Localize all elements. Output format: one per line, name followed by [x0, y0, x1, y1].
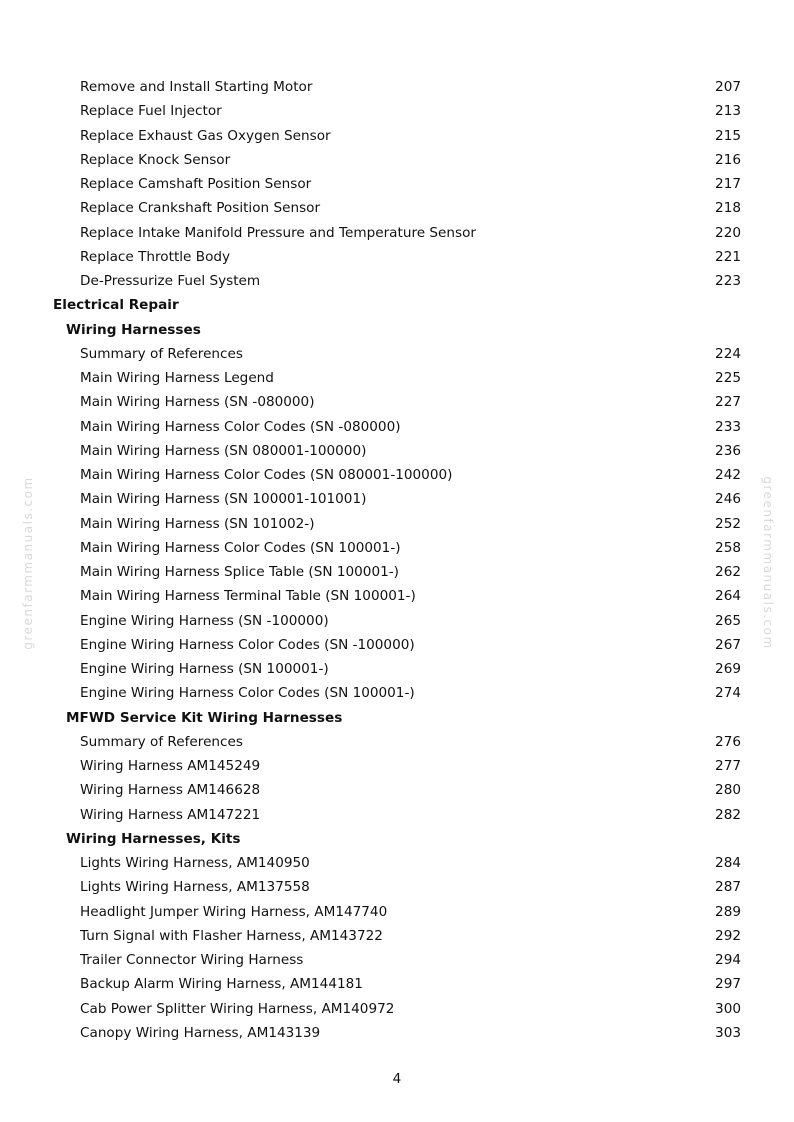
toc-entry-title: Electrical Repair	[53, 297, 179, 314]
toc-entry[interactable]	[0, 900, 794, 924]
toc-entry[interactable]	[0, 415, 794, 439]
toc-entry-title: Replace Crankshaft Position Sensor	[80, 200, 321, 217]
toc-entry[interactable]	[0, 196, 794, 220]
toc-entry-page-number: 236	[715, 442, 741, 459]
toc-entry-title: Main Wiring Harness (SN -080000)	[80, 394, 315, 411]
page-number: 4	[392, 1071, 402, 1087]
toc-entry-title: Replace Throttle Body	[80, 248, 231, 265]
toc-entry-page-number: 297	[715, 976, 741, 993]
toc-entry-title: Main Wiring Harness (SN 080001-100000)	[80, 442, 367, 459]
toc-entry-title: Wiring Harnesses	[66, 321, 201, 338]
toc-entry[interactable]	[0, 536, 794, 560]
toc-entry[interactable]	[0, 342, 794, 366]
toc-entry-page-number: 258	[715, 539, 741, 556]
toc-entry-page-number: 217	[715, 176, 741, 192]
toc-entry[interactable]	[0, 948, 794, 972]
toc-entry[interactable]	[0, 172, 794, 196]
toc-entry[interactable]	[0, 99, 794, 123]
toc-entry-page-number: 274	[715, 685, 741, 702]
toc-entry[interactable]	[0, 681, 794, 705]
toc-entry-title: Turn Signal with Flasher Harness, AM143722	[80, 927, 383, 944]
toc-entry-title: Replace Knock Sensor	[80, 151, 231, 168]
toc-entry-title: Wiring Harnesses, Kits	[66, 830, 241, 847]
toc-entry-page-number: 289	[715, 903, 741, 920]
toc-entry[interactable]	[0, 512, 794, 536]
toc-entry-page-number: 282	[715, 806, 741, 823]
toc-entry-page-number: 246	[715, 491, 741, 508]
toc-entry[interactable]	[0, 633, 794, 657]
toc-entry[interactable]	[0, 997, 794, 1021]
toc-entry-title: Main Wiring Harness Legend	[80, 370, 274, 386]
toc-entry-title: Backup Alarm Wiring Harness, AM144181	[80, 976, 363, 993]
toc-entry[interactable]	[0, 657, 794, 681]
toc-entry-page-number: 292	[715, 927, 741, 944]
toc-entry-title: Trailer Connector Wiring Harness	[80, 952, 304, 968]
toc-entry[interactable]	[0, 924, 794, 948]
table-of-contents	[0, 75, 794, 1045]
toc-entry[interactable]	[0, 245, 794, 269]
toc-entry-title: Wiring Harness AM146628	[80, 782, 261, 799]
toc-entry-title: Lights Wiring Harness, AM137558	[80, 879, 310, 896]
toc-entry-page-number: 218	[715, 200, 741, 217]
toc-entry-page-number: 227	[715, 394, 741, 411]
toc-entry-page-number: 220	[715, 224, 741, 241]
toc-section-heading	[0, 318, 794, 342]
toc-entry-page-number: 207	[715, 79, 741, 95]
toc-entry-title: Engine Wiring Harness Color Codes (SN 100001-)	[80, 685, 415, 702]
toc-entry-page-number: 265	[715, 612, 741, 629]
toc-entry[interactable]	[0, 1021, 794, 1045]
toc-entry-title: MFWD Service Kit Wiring Harnesses	[66, 709, 343, 726]
toc-entry[interactable]	[0, 730, 794, 754]
toc-entry-title: Cab Power Splitter Wiring Harness, AM140972	[80, 1000, 395, 1017]
toc-entry-title: Summary of References	[80, 345, 243, 362]
toc-entry-title: Replace Fuel Injector	[80, 103, 222, 120]
toc-entry-title: Replace Camshaft Position Sensor	[80, 176, 312, 192]
watermark-right: greenfarmmanuals.com	[761, 476, 775, 650]
toc-entry-page-number: 213	[715, 103, 741, 120]
toc-entry-page-number: 262	[715, 564, 741, 580]
toc-entry-title: Lights Wiring Harness, AM140950	[80, 855, 310, 871]
toc-entry-page-number: 294	[715, 952, 741, 968]
toc-section-heading	[0, 706, 794, 730]
toc-entry-title: Replace Intake Manifold Pressure and Temperature Sensor	[80, 224, 477, 241]
toc-entry-title: Canopy Wiring Harness, AM143139	[80, 1024, 321, 1041]
toc-entry[interactable]	[0, 778, 794, 802]
toc-section-heading	[0, 827, 794, 851]
toc-entry[interactable]	[0, 609, 794, 633]
toc-entry[interactable]	[0, 875, 794, 899]
toc-entry-page-number: 269	[715, 661, 741, 677]
toc-entry[interactable]	[0, 463, 794, 487]
toc-entry[interactable]	[0, 851, 794, 875]
toc-entry-page-number: 224	[715, 345, 741, 362]
toc-entry-page-number: 221	[715, 248, 741, 265]
toc-entry[interactable]	[0, 560, 794, 584]
toc-entry-page-number: 252	[715, 515, 741, 532]
toc-entry-title: Engine Wiring Harness Color Codes (SN -100000)	[80, 636, 415, 653]
toc-entry-page-number: 267	[715, 636, 741, 653]
toc-entry[interactable]	[0, 439, 794, 463]
toc-entry[interactable]	[0, 972, 794, 996]
toc-entry-page-number: 225	[715, 370, 741, 386]
toc-entry[interactable]	[0, 148, 794, 172]
toc-entry-page-number: 242	[715, 467, 741, 483]
toc-entry[interactable]	[0, 124, 794, 148]
toc-entry-page-number: 264	[715, 588, 741, 605]
toc-entry-page-number: 280	[715, 782, 741, 799]
toc-entry-title: Main Wiring Harness Color Codes (SN 100001-)	[80, 539, 401, 556]
toc-entry-title: Wiring Harness AM145249	[80, 758, 261, 774]
toc-entry[interactable]	[0, 75, 794, 99]
toc-entry-page-number: 287	[715, 879, 741, 896]
toc-entry[interactable]	[0, 754, 794, 778]
toc-entry-page-number: 277	[715, 758, 741, 774]
toc-section-heading	[0, 293, 794, 317]
watermark-left: greenfarmmanuals.com	[21, 476, 35, 650]
toc-entry-page-number: 276	[715, 733, 741, 750]
toc-entry-title: Replace Exhaust Gas Oxygen Sensor	[80, 127, 331, 144]
toc-entry-title: Main Wiring Harness Color Codes (SN -080000)	[80, 418, 401, 435]
toc-entry-page-number: 215	[715, 127, 741, 144]
toc-entry-title: Main Wiring Harness (SN 100001-101001)	[80, 491, 367, 508]
toc-entry-page-number: 216	[715, 151, 741, 168]
toc-entry-page-number: 223	[715, 273, 741, 289]
toc-entry-title: Remove and Install Starting Motor	[80, 79, 313, 95]
toc-entry[interactable]	[0, 584, 794, 608]
toc-entry-page-number: 303	[715, 1024, 741, 1041]
toc-entry-title: Wiring Harness AM147221	[80, 806, 261, 823]
toc-entry-title: Headlight Jumper Wiring Harness, AM147740	[80, 903, 388, 920]
toc-entry[interactable]	[0, 366, 794, 390]
toc-entry-page-number: 284	[715, 855, 741, 871]
toc-entry-title: Main Wiring Harness Color Codes (SN 080001-100000)	[80, 467, 453, 483]
toc-entry[interactable]	[0, 221, 794, 245]
toc-entry[interactable]	[0, 269, 794, 293]
toc-entry[interactable]	[0, 803, 794, 827]
toc-entry-title: Engine Wiring Harness (SN 100001-)	[80, 661, 329, 677]
toc-entry-title: Main Wiring Harness Terminal Table (SN 100001-)	[80, 588, 416, 605]
toc-entry-page-number: 300	[715, 1000, 741, 1017]
toc-entry-title: Main Wiring Harness (SN 101002-)	[80, 515, 315, 532]
toc-entry-title: Main Wiring Harness Splice Table (SN 100001-)	[80, 564, 399, 580]
toc-entry-title: Summary of References	[80, 733, 243, 750]
toc-entry[interactable]	[0, 390, 794, 414]
toc-entry-title: De-Pressurize Fuel System	[80, 273, 261, 289]
toc-entry-title: Engine Wiring Harness (SN -100000)	[80, 612, 329, 629]
toc-entry-page-number: 233	[715, 418, 741, 435]
toc-entry[interactable]	[0, 487, 794, 511]
